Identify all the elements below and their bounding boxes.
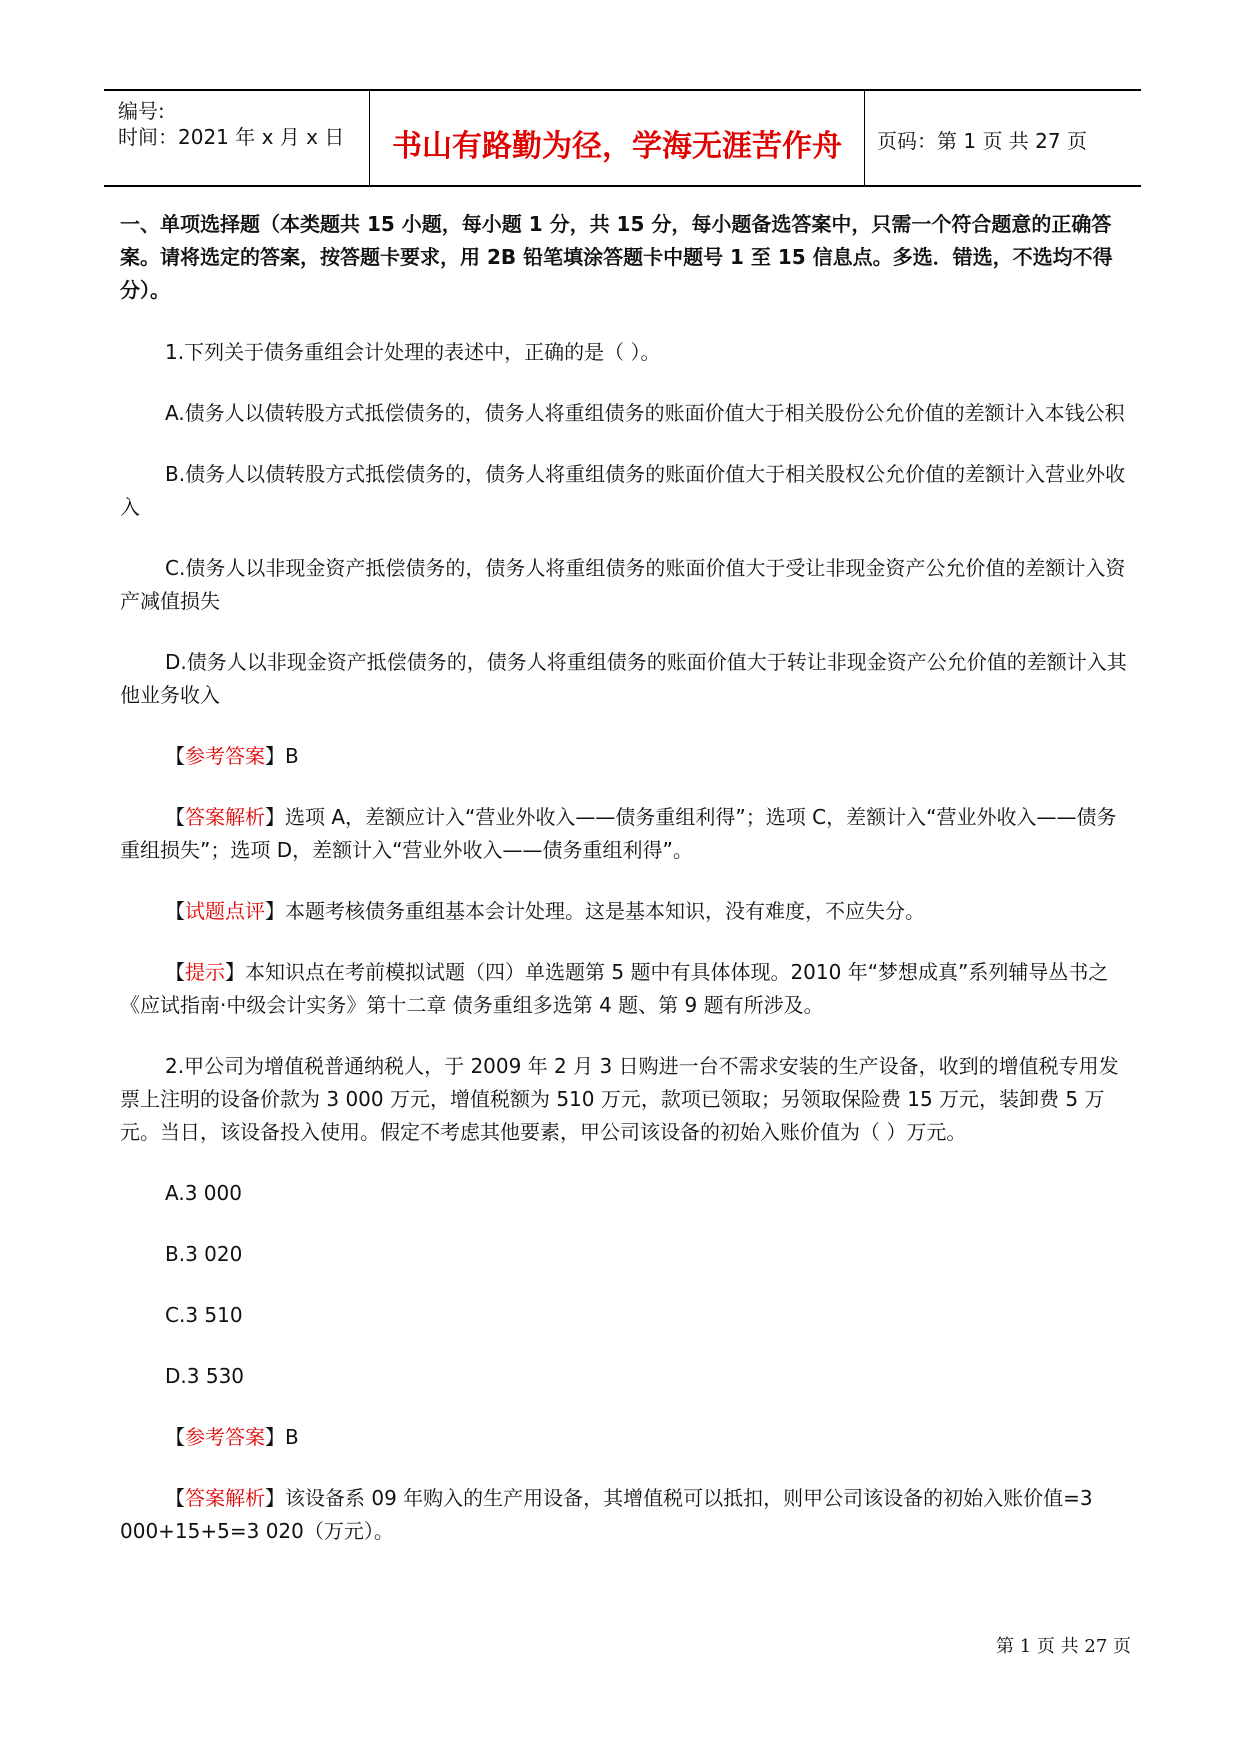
question-2-answer: 【参考答案】B (165, 1425, 299, 1449)
document-body (120, 208, 1130, 1576)
header-center-cell (369, 91, 865, 185)
header-right-cell (863, 91, 1141, 185)
header-motto: 书山有路勤为径，学海无涯苦作舟 (392, 129, 842, 164)
question-1-comment: 【试题点评】本题考核债务重组基本会计处理。这是基本知识，没有难度，不应失分。 (165, 899, 925, 923)
page-footer: 第 1 页 共 27 页 (996, 1636, 1131, 1657)
analysis-text: 该设备系 09 年购入的生产用设备，其增值税可以抵扣，则甲公司该设备的初始入账价值=3 000+15+5=3 020（万元）。 (120, 1486, 1093, 1543)
document-number-label: 编号: (118, 99, 165, 123)
answer-value: B (285, 1425, 299, 1449)
analysis-label: 答案解析 (185, 805, 265, 829)
question-2-analysis: 【答案解析】该设备系 09 年购入的生产用设备，其增值税可以抵扣，则甲公司该设备的初始入账价值=3 000+15+5=3 020（万元）。 (120, 1486, 1093, 1543)
question-1-option-d: D.债务人以非现金资产抵偿债务的，债务人将重组债务的账面价值大于转让非现金资产公允价值的差额计入其他业务收入 (120, 650, 1127, 707)
question-1-answer: 【参考答案】B (165, 744, 299, 768)
analysis-text: 选项 A，差额应计入“营业外收入——债务重组利得”；选项 C，差额计入“营业外收入——债务重组损失”；选项 D，差额计入“营业外收入——债务重组利得”。 (120, 805, 1117, 862)
analysis-label: 答案解析 (185, 1486, 265, 1510)
question-2-option-c: C.3 510 (165, 1303, 243, 1327)
question-1-analysis: 【答案解析】选项 A，差额应计入“营业外收入——债务重组利得”；选项 C，差额计入“营业外收入——债务重组损失”；选项 D，差额计入“营业外收入——债务重组利得”。 (120, 805, 1117, 862)
answer-label: 参考答案 (185, 1425, 265, 1449)
question-1-option-b: B.债务人以债转股方式抵偿债务的，债务人将重组债务的账面价值大于相关股权公允价值的差额计入营业外收入 (120, 462, 1126, 519)
header-page-label: 页码：第 1 页 共 27 页 (877, 129, 1087, 153)
answer-label: 参考答案 (185, 744, 265, 768)
comment-text: 本题考核债务重组基本会计处理。这是基本知识，没有难度，不应失分。 (285, 899, 925, 923)
document-time-label: 时间：2021 年 x 月 x 日 (118, 125, 345, 149)
question-1-stem: 1.下列关于债务重组会计处理的表述中，正确的是（ ）。 (165, 340, 661, 364)
hint-text: 本知识点在考前模拟试题（四）单选题第 5 题中有具体体现。2010 年“梦想成真”系列辅导丛书之《应试指南·中级会计实务》第十二章 债务重组多选第 4 题、第 9 题有所涉及。 (120, 960, 1109, 1017)
question-1-option-a: A.债务人以债转股方式抵偿债务的，债务人将重组债务的账面价值大于相关股份公允价值的差额计入本钱公积 (165, 401, 1125, 425)
header-left-cell (104, 91, 369, 185)
comment-label: 试题点评 (185, 899, 265, 923)
header-table (104, 89, 1141, 187)
question-2-stem: 2.甲公司为增值税普通纳税人，于 2009 年 2 月 3 日购进一台不需求安装的生产设备，收到的增值税专用发票上注明的设备价款为 3 000 万元，增值税额为 510 万元，款项已领取；另领取保险费 15 万元，装卸费 5 万元。当日，该设备投入使用。假定不考虑其他要素，甲公司该设备的初始入账价值为（ ）万元。 (120, 1054, 1119, 1144)
hint-label: 提示 (185, 960, 225, 984)
question-2-option-b: B.3 020 (165, 1242, 243, 1266)
question-1-option-c: C.债务人以非现金资产抵偿债务的，债务人将重组债务的账面价值大于受让非现金资产公允价值的差额计入资产减值损失 (120, 556, 1126, 613)
question-1-hint: 【提示】本知识点在考前模拟试题（四）单选题第 5 题中有具体体现。2010 年“梦想成真”系列辅导丛书之《应试指南·中级会计实务》第十二章 债务重组多选第 4 题、第 9 题有所涉及。 (120, 960, 1109, 1017)
question-2-option-d: D.3 530 (165, 1364, 245, 1388)
question-2-option-a: A.3 000 (165, 1181, 242, 1205)
answer-value: B (285, 744, 299, 768)
section-title: 一、单项选择题（本类题共 15 小题，每小题 1 分，共 15 分，每小题备选答案中，只需一个符合题意的正确答案。请将选定的答案，按答题卡要求，用 2B 铅笔填涂答题卡中题号 1 至 15 信息点。多选．错选，不选均不得分）。 (120, 212, 1113, 302)
